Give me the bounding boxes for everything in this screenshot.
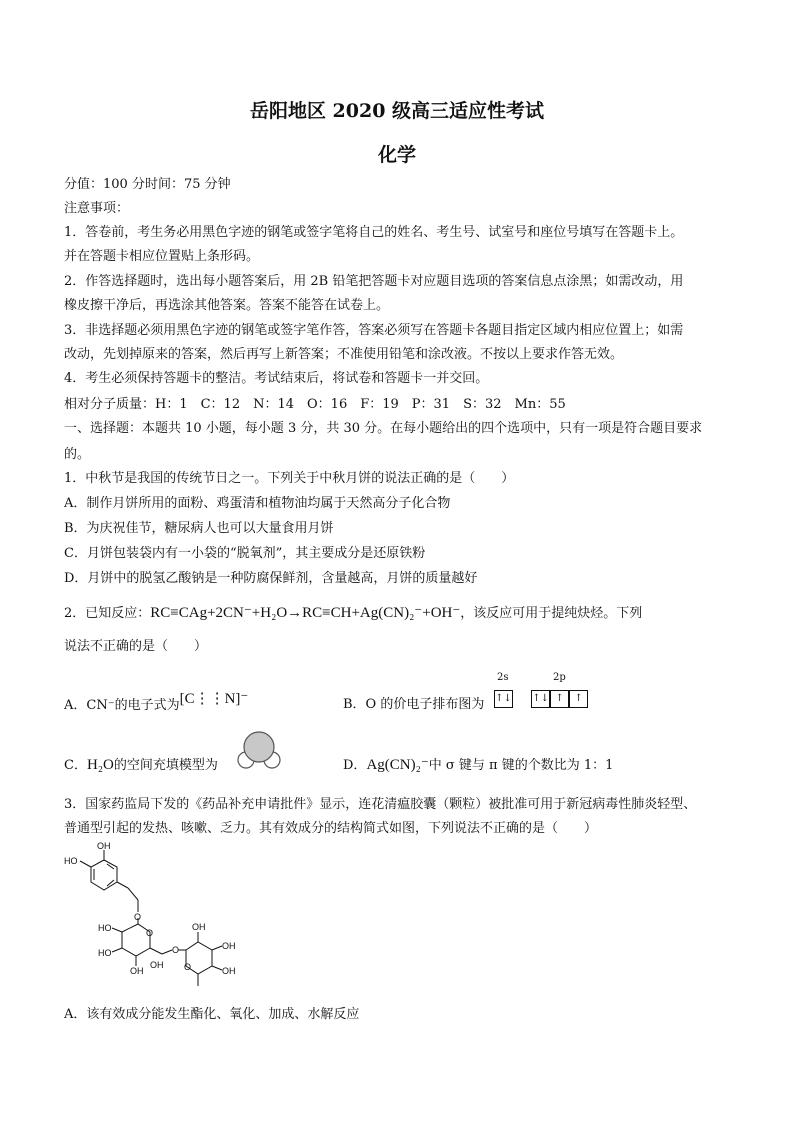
note-line: 3．非选择题必须用黑色字迹的钢笔或签字笔作答，答案必须写在答题卡各题目指定区域内相应位置上；如需	[64, 323, 684, 338]
section-heading-cont: 的。	[64, 447, 91, 462]
formula-label: OH	[222, 941, 236, 951]
orbital-2p-label: 2p	[553, 672, 566, 683]
note-line: 橡皮擦干净后，再选涂其他答案。答案不能答在试卷上。	[64, 298, 390, 313]
q1-option-c: C．月饼包装袋内有一小袋的“脱氧剂”，其主要成分是还原铁粉	[64, 546, 426, 561]
q2-prefix: 2．已知反应：	[64, 606, 151, 621]
formula-label: O	[146, 928, 154, 938]
q2-option-d	[343, 756, 723, 775]
q1-option-d: D．月饼中的脱氢乙酸钠是一种防腐保鲜剂，含量越高，月饼的质量越好	[64, 571, 478, 586]
exam-title: 岳阳地区 2020 级高三适应性考试	[249, 100, 545, 122]
q1-option-a: A．制作月饼所用的面粉、鸡蛋清和植物油均属于天然高分子化合物	[64, 496, 451, 511]
q1-option-b: B．为庆祝佳节，糖尿病人也可以大量食用月饼	[64, 521, 334, 536]
q2-option-d-formula: Ag(CN)₂⁻	[366, 757, 429, 773]
subject-title: 化学	[377, 144, 416, 166]
formula-label: O	[184, 962, 192, 972]
formula-label: O	[134, 912, 142, 922]
formula-label: OH	[130, 966, 144, 976]
q2-stem	[64, 604, 734, 623]
orbital-box: ↑	[569, 690, 588, 708]
formula-label: HO	[98, 923, 112, 933]
formula-label: OH	[192, 922, 206, 932]
q2-option-d-text: 中 σ 键与 π 键的个数比为 1：1	[428, 758, 614, 773]
formula-label: OH	[97, 841, 111, 851]
q2-option-d-pre: D．	[343, 758, 367, 773]
q2-stem-cont: 说法不正确的是（ ）	[64, 639, 208, 654]
atomic-masses: 相对分子质量：H：1 C：12 N：14 O：16 F：19 P：31 S：32 Mn：55	[64, 397, 566, 412]
note-line: 4．考生必须保持答题卡的整洁。考试结束后，将试卷和答题卡一并交回。	[64, 371, 489, 386]
formula-label: OH	[150, 960, 164, 970]
q3-stem: 3．国家药监局下发的《药品补充申请批件》显示，连花清瘟胶囊（颗粒）被批准可用于新冠病毒性肺炎轻型、	[64, 797, 697, 812]
structural-formula	[62, 840, 252, 1000]
q2-equation: RC≡CAg+2CN⁻+H₂O→RC≡CH+Ag(CN)₂⁻+OH⁻	[150, 605, 461, 621]
note-line: 1．答卷前，考生务必用黑色字迹的钢笔或签字笔将自己的姓名、考生号、试室号和座位号填写在答题卡上。	[64, 225, 684, 240]
q2-option-b-text: B．O 的价电子排布图为	[343, 697, 485, 712]
orbital-box: ↑↓	[494, 690, 513, 708]
q1-stem: 1．中秋节是我国的传统节日之一。下列关于中秋月饼的说法正确的是（ ）	[64, 471, 515, 486]
notice-title: 注意事项：	[64, 201, 130, 216]
formula-label: OH	[222, 966, 236, 976]
note-line: 并在答题卡相应位置贴上条形码。	[64, 249, 260, 264]
orbital-box: ↑	[550, 690, 569, 708]
q2-option-a-text: A．CN⁻的电子式为	[64, 698, 180, 713]
orbital-diagram	[494, 688, 588, 708]
note-line: 改动，先划掉原来的答案，然后再写上新答案；不准使用铅笔和涂改液。不按以上要求作答无效。	[64, 347, 624, 362]
formula-label: HO	[64, 856, 78, 866]
score-time: 分值：100 分时间：75 分钟	[64, 177, 231, 192]
cn-electron-formula: [C⋮⋮N]⁻	[179, 691, 249, 707]
formula-label: HO	[98, 948, 112, 958]
q3-stem-cont: 普通型引起的发热、咳嗽、乏力。其有效成分的结构简式如图，下列说法不正确的是（ ）	[64, 821, 598, 836]
orbital-box: ↑↓	[531, 690, 550, 708]
q2-option-c-text: 的空间充填模型为	[113, 758, 218, 773]
note-line: 2．作答选择题时，选出每小题答案后，用 2B 铅笔把答题卡对应题目选项的答案信息点涂黑；如需改动，用	[64, 274, 684, 289]
formula-label: O	[172, 945, 180, 955]
section-heading: 一、选择题：本题共 10 小题，每小题 3 分，共 30 分。在每小题给出的四个选项中，只有一项是符合题目要求	[64, 421, 703, 436]
q3-option-a: A．该有效成分能发生酯化、氧化、加成、水解反应	[64, 1007, 360, 1022]
water-space-filling-model	[234, 728, 284, 772]
q2-option-c-pre: C．	[64, 758, 87, 773]
q2-suffix: ，该反应可用于提纯炔烃。下列	[460, 606, 643, 621]
orbital-2s-label: 2s	[497, 672, 509, 683]
formula-labels	[64, 841, 236, 976]
q2-option-c-formula: H₂O	[86, 757, 114, 773]
